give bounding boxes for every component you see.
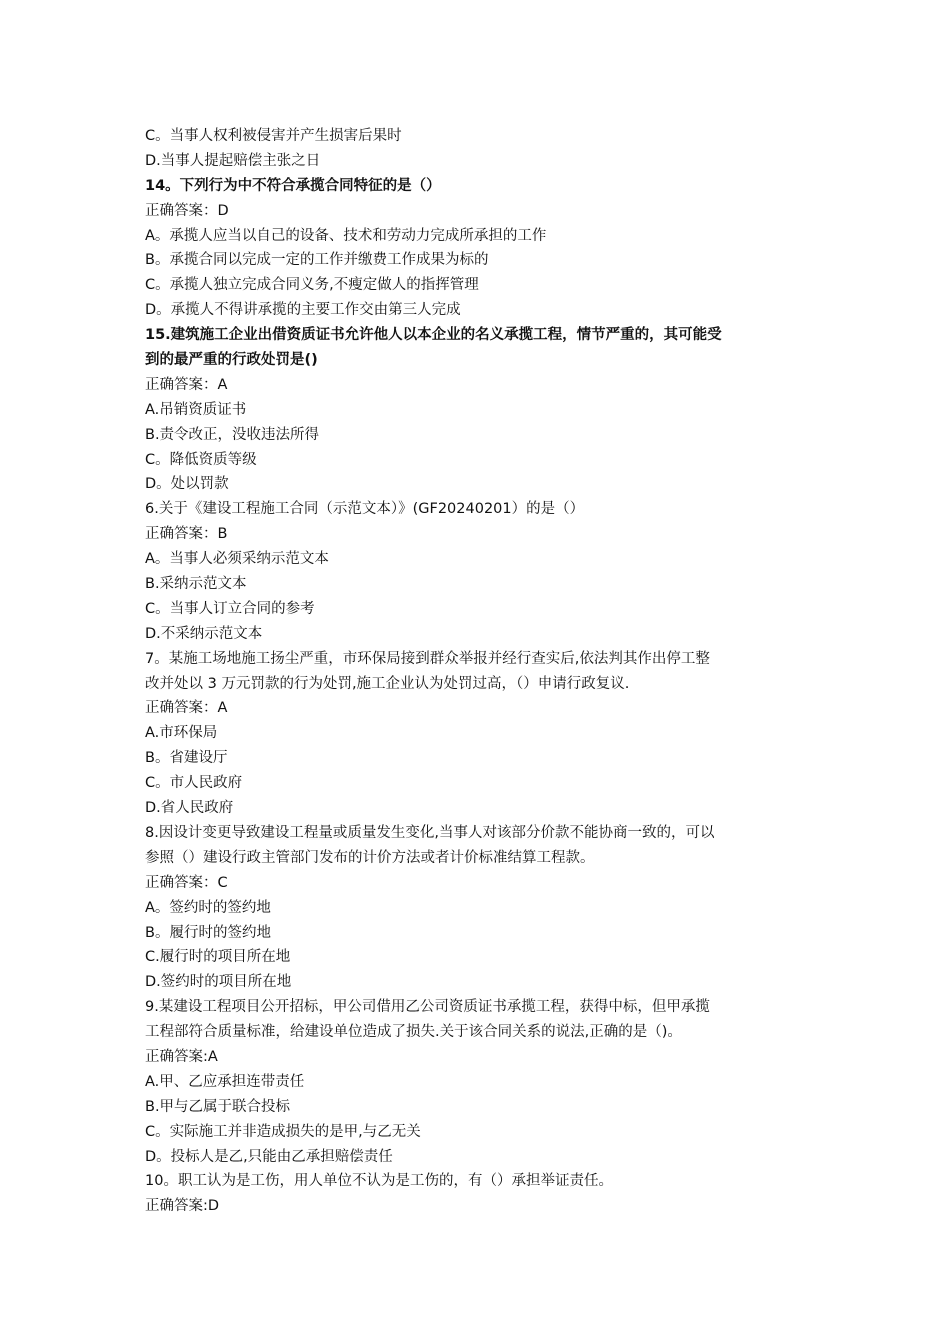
text-line: C。降低资质等级 <box>145 451 257 468</box>
text-line: C。当事人订立合同的参考 <box>145 600 315 617</box>
question-heading-line: 14。下列行为中不符合承揽合同特征的是（） <box>145 177 441 194</box>
text-line: D.不采纳示范文本 <box>145 625 263 642</box>
text-line: 正确答案：A <box>145 700 228 717</box>
text-line: A。签约时的签约地 <box>145 899 271 916</box>
text-line: 正确答案：D <box>145 202 229 219</box>
text-line: C。市人民政府 <box>145 775 243 792</box>
text-line: C。当事人权利被侵害并产生损害后果时 <box>145 128 402 144</box>
text-line: D。处以罚款 <box>145 476 229 493</box>
text-line: 工程部符合质量标准，给建设单位造成了损失.关于该合同关系的说法,正确的是（)。 <box>145 1024 682 1041</box>
text-line: 9.某建设工程项目公开招标，甲公司借用乙公司资质证书承揽工程，获得中标，但甲承揽 <box>145 999 710 1016</box>
text-line: B。承揽合同以完成一定的工作并缴费工作成果为标的 <box>145 252 489 269</box>
text-line: 正确答案:A <box>145 1048 218 1065</box>
text-line: A.甲、乙应承担连带责任 <box>145 1073 305 1090</box>
text-line: B.甲与乙属于联合投标 <box>145 1098 291 1115</box>
text-line: 10。职工认为是工伤，用人单位不认为是工伤的，有（）承担举证责任。 <box>145 1173 613 1190</box>
text-line: C.履行时的项目所在地 <box>145 949 291 966</box>
text-line: 改并处以 3 万元罚款的行为处罚,施工企业认为处罚过高，（）申请行政复议. <box>145 675 630 692</box>
text-line: 8.因设计变更导致建设工程量或质量发生变化,当事人对该部分价款不能协商一致的，可以 <box>145 824 715 841</box>
text-line: A。当事人必须采纳示范文本 <box>145 551 329 568</box>
text-line: D。承揽人不得讲承揽的主要工作交由第三人完成 <box>145 302 461 319</box>
text-line: D.当事人提起赔偿主张之日 <box>145 152 321 169</box>
text-line: A.市环保局 <box>145 725 218 742</box>
text-line: B.采纳示范文本 <box>145 576 247 593</box>
text-line: 正确答案：C <box>145 874 228 891</box>
text-line: 正确答案：B <box>145 526 228 543</box>
text-line: 7。某施工场地施工扬尘严重，市环保局接到群众举报并经行查实后,依法判其作出停工整 <box>145 650 710 667</box>
text-line: C。承揽人独立完成合同义务,不瘦定做人的指挥管理 <box>145 277 479 294</box>
text-line: 参照（）建设行政主管部门发布的计价方法或者计价标准结算工程款。 <box>145 849 595 866</box>
question-heading-line: 15.建筑施工企业出借资质证书允许他人以本企业的名义承揽工程，情节严重的，其可能受 <box>145 327 722 344</box>
text-line: A。承揽人应当以自己的设备、技术和劳动力完成所承担的工作 <box>145 227 547 244</box>
text-line: 正确答案:D <box>145 1198 220 1215</box>
question-heading-line: 到的最严重的行政处罚是() <box>145 352 318 369</box>
text-line: A.吊销资质证书 <box>145 401 247 418</box>
text-line: D.省人民政府 <box>145 800 234 817</box>
text-line: D.签约时的项目所在地 <box>145 974 292 991</box>
document-page <box>145 124 815 1219</box>
text-line: B.责令改正，没收违法所得 <box>145 426 320 443</box>
text-line: B。省建设厅 <box>145 750 228 767</box>
text-line: C。实际施工并非造成损失的是甲,与乙无关 <box>145 1123 421 1140</box>
text-line: 正确答案：A <box>145 376 228 393</box>
text-line: B。履行时的签约地 <box>145 924 271 941</box>
text-line: 6.关于《建设工程施工合同（示范文本）》(GF20240201）的是（） <box>145 501 585 518</box>
text-line: D。投标人是乙,只能由乙承担赔偿责任 <box>145 1148 393 1165</box>
